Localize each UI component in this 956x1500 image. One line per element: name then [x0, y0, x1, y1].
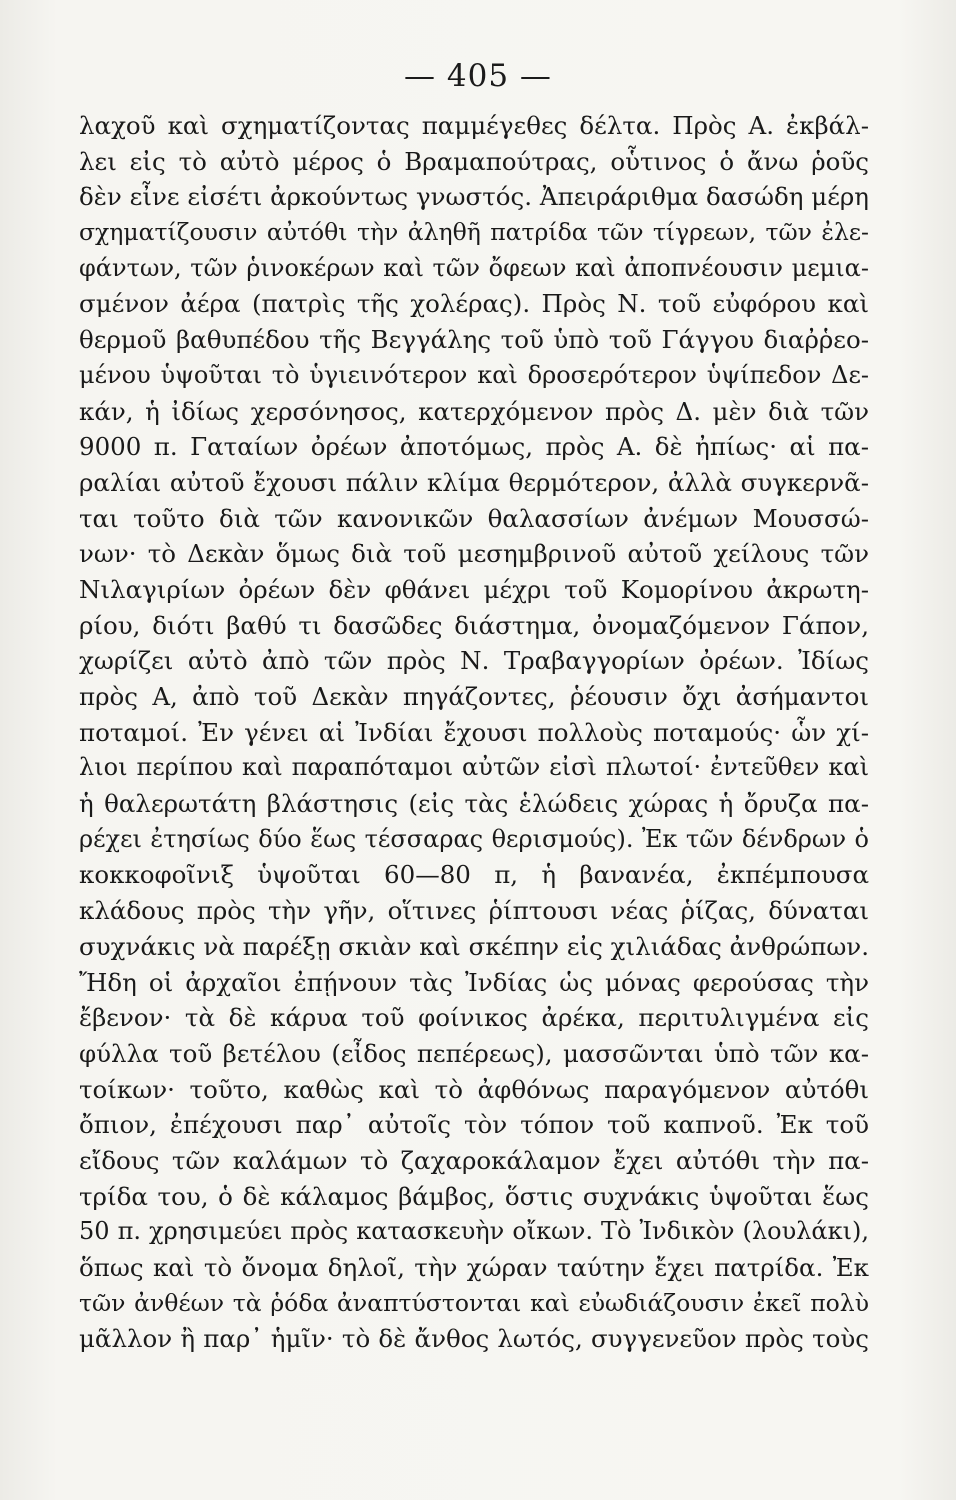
text-line: πρὸς Α, ἀπὸ τοῦ Δεκὰν πηγάζοντες, ῥέουσιν ὄχι ἀσήμαντοι: [79, 682, 869, 711]
text-line: Νιλαγιρίων ὀρέων δὲν φθάνει μέχρι τοῦ Κομορίνου ἀκρωτη-: [79, 574, 869, 604]
text-line: τοίκων· τοῦτο, καθὼς καὶ τὸ ἀφθόνως παραγόμενον αὐτόθι: [79, 1074, 869, 1104]
text-line: κοκκοφοῖνιξ ὑψοῦται 60—80 π, ἡ βανανέα, ἐκπέμπουσα: [79, 860, 869, 890]
body-text: [79, 108, 869, 1357]
text-line: θερμοῦ βαθυπέδου τῆς Βεγγάλης τοῦ ὑπὸ τοῦ Γάγγου διαῤῥεο-: [79, 325, 869, 355]
text-line: λιοι περίπου καὶ παραπόταμοι αὐτῶν εἰσὶ πλωτοί· ἐντεῦθεν καὶ: [79, 753, 869, 782]
text-line: νων· τὸ Δεκὰν ὅμως διὰ τοῦ μεσημβρινοῦ αὐτοῦ χείλους τῶν: [79, 539, 869, 569]
text-line: ὅπως καὶ τὸ ὄνομα δηλοῖ, τὴν χώραν ταύτην ἔχει πατρίδα. Ἐκ: [79, 1253, 869, 1282]
page-number-header: — 405 —: [404, 58, 552, 94]
text-line: μένου ὑψοῦται τὸ ὑγιεινότερον καὶ δροσερότερον ὑψίπεδον Δε-: [79, 360, 869, 389]
text-line: δὲν εἶνε εἰσέτι ἀρκούντως γνωστός. Ἀπειράριθμα δασώδη μέρη: [79, 182, 869, 212]
text-line: ρέχει ἐτησίως δύο ἕως τέσσαρας θερισμούς). Ἐκ τῶν δένδρων ὁ: [79, 824, 869, 853]
text-line: τῶν ἀνθέων τὰ ῥόδα ἀναπτύστονται καὶ εὐωδιάζουσιν ἐκεῖ πολὺ: [79, 1288, 869, 1317]
text-line: ἔβενον· τὰ δὲ κάρυα τοῦ φοίνικος ἀρέκα, περιτυλιγμένα εἰς: [79, 1003, 869, 1033]
text-line: λαχοῦ καὶ σχηματίζοντας παμμέγεθες δέλτα. Πρὸς Α. ἐκβάλ-: [79, 111, 869, 140]
text-line: εἴδους τῶν καλάμων τὸ ζαχαροκάλαμον ἔχει αὐτόθι τὴν πα-: [79, 1145, 869, 1175]
text-line: κλάδους πρὸς τὴν γῆν, οἵτινες ῥίπτουσι νέας ῥίζας, δύναται: [79, 896, 869, 926]
text-line: ὄπιον, ἐπέχουσι παρ᾿ αὐτοῖς τὸν τόπον τοῦ καπνοῦ. Ἐκ τοῦ: [79, 1110, 869, 1140]
text-line: 9000 π. Γαταίων ὀρέων ἀποτόμως, πρὸς Α. δὲ ἠπίως· αἱ πα-: [79, 432, 869, 462]
text-line: ἡ θαλερωτάτη βλάστησις (εἰς τὰς ἑλώδεις χώρας ἡ ὄρυζα πα-: [79, 789, 869, 819]
text-line: σχηματίζουσιν αὐτόθι τὴν ἀληθῆ πατρίδα τῶν τίγρεων, τῶν ἐλε-: [79, 218, 869, 247]
text-line: ραλίαι αὐτοῦ ἔχουσι πάλιν κλίμα θερμότερον, ἀλλὰ συγκερνᾶ-: [79, 467, 869, 497]
text-line: κάν, ἡ ἰδίως χερσόνησος, κατερχόμενον πρὸς Δ. μὲν διὰ τῶν: [79, 396, 869, 426]
text-line: ται τοῦτο διὰ τῶν κανονικῶν θαλασσίων ἀνέμων Μουσσώ-: [79, 503, 869, 533]
text-line: ρίου, διότι βαθύ τι δασῶδες διάστημα, ὀνομαζόμενον Γάπον,: [79, 610, 869, 640]
text-line: τρίδα του, ὁ δὲ κάλαμος βάμβος, ὅστις συχνάκις ὑψοῦται ἕως: [79, 1181, 869, 1211]
text-line: μᾶλλον ἢ παρ᾿ ἡμῖν· τὸ δὲ ἄνθος λωτός, συγγενεῦον πρὸς τοὺς: [79, 1324, 869, 1354]
text-line: συχνάκις νὰ παρέξῃ σκιὰν καὶ σκέπην εἰς χιλιάδας ἀνθρώπων.: [79, 931, 869, 961]
text-line: λει εἰς τὸ αὐτὸ μέρος ὁ Βραμαπούτρας, οὗτινος ὁ ἄνω ῥοῦς: [79, 146, 869, 176]
text-line: Ἤδη οἱ ἀρχαῖοι ἐπῄνουν τὰς Ἰνδίας ὡς μόνας φερούσας τὴν: [79, 967, 869, 997]
text-line: φάντων, τῶν ῥινοκέρων καὶ τῶν ὄφεων καὶ ἀποπνέουσιν μεμια-: [79, 253, 869, 282]
text-line: σμένον ἀέρα (πατρὶς τῆς χολέρας). Πρὸς Ν. τοῦ εὐφόρου καὶ: [79, 289, 869, 319]
text-line: 50 π. χρησιμεύει πρὸς κατασκευὴν οἴκων. Τὸ Ἰνδικὸν (λουλάκι),: [79, 1217, 869, 1246]
text-line: φύλλα τοῦ βετέλου (εἶδος πεπέρεως), μασσῶνται ὑπὸ τῶν κα-: [79, 1038, 869, 1068]
text-line: ποταμοί. Ἐν γένει αἱ Ἰνδίαι ἔχουσι πολλοὺς ποταμούς· ὧν χί-: [79, 717, 869, 747]
text-line: χωρίζει αὐτὸ ἀπὸ τῶν πρὸς Ν. Τραβαγγορίων ὀρέων. Ἰδίως: [79, 646, 869, 676]
